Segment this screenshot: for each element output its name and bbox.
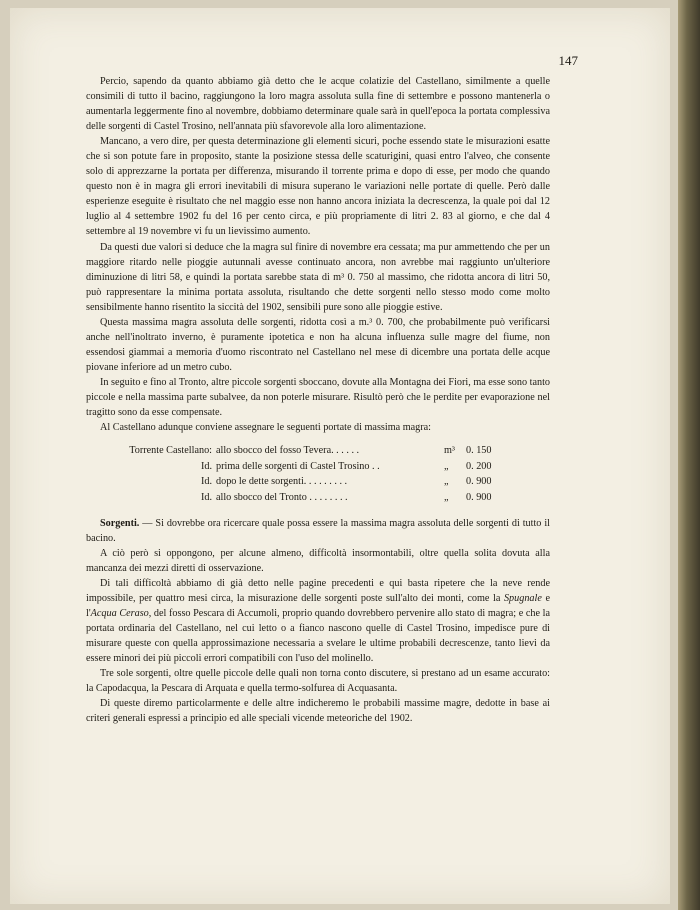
paragraph-text: e l' <box>86 592 550 619</box>
table-place: Torrente Castellano: <box>129 445 212 457</box>
section-text: — Si dovrebbe ora ricercare quale possa essere la massima magra assoluta delle sorgenti di tutto il bacino. <box>86 517 550 544</box>
table-place: Id. <box>200 491 212 503</box>
table-value: 0. 200 <box>466 460 492 472</box>
table-unit: „ <box>444 460 449 472</box>
table-row <box>86 459 550 475</box>
paragraph <box>86 576 550 666</box>
paragraph: A ciò però si oppongono, per alcune almeno, difficoltà insormontabili, oltre quella solita dovuta alla mancanza dei mezzi diretti di osservazione. <box>86 547 550 574</box>
discharge-table <box>86 443 550 505</box>
table-row <box>86 443 550 459</box>
paragraph: In seguito e fino al Tronto, altre piccole sorgenti sboccano, dovute alla Montagna dei Fiori, ma esse sono tanto piccole e nella massima parte subalvee, da non poterle misurare. Risultò però che le perdite per evaporazione nel tragitto sono da esse compensate. <box>86 376 550 419</box>
table-row <box>86 490 550 506</box>
table-description: allo sbocco del Tronto . . . . . . . . <box>216 491 348 503</box>
paragraph: Al Castellano adunque conviene assegnare le seguenti portate di massima magra: <box>100 422 431 434</box>
paragraph: Da questi due valori si deduce che la magra sul finire di novembre era cessata; ma pur ammettendo che per un maggiore ritardo nelle pioggie autunnali avesse continuato ancora, non avrebbe mai raggiunto un'ulteriore diminuzione di litri 58, e quindi la portata sarebbe stata di m³ 0. 750 al massimo, che ridotta ancora di litri 50, può rappresentare la minima portata assoluta, risultando che dette sorgenti nello stesso modo come molto sensibilmente hanno risentito la siccità del 1902, sensibili pure sono alle pioggie estive. <box>86 241 550 313</box>
paragraph: Percio, sapendo da quanto abbiamo già detto che le acque colatizie del Castellano, similmente a quelle consimili di tutto il bacino, raggiungono la loro magra assoluta sulla fine di settembre e possono mantenerla o aumentarla leggermente fino al novembre, dobbiamo determinare quale sarà in quell'epoca la portata complessiva delle sorgenti di Castel Trosino, nell'annata più sfavorevole alla loro alimentazione. <box>86 76 550 133</box>
table-description: allo sbocco del fosso Tevera. . . . . . <box>216 445 360 457</box>
table-value: 0. 900 <box>466 476 492 488</box>
table-description: dopo le dette sorgenti. . . . . . . . . <box>216 476 348 488</box>
document-page <box>10 8 670 904</box>
section-paragraph <box>86 516 550 546</box>
book-spine-edge <box>678 0 700 910</box>
table-description: prima delle sorgenti di Castel Trosino . . <box>216 460 380 472</box>
table-unit: „ <box>444 491 449 503</box>
table-place: Id. <box>200 476 212 488</box>
paragraph: Di queste diremo particolarmente e delle altre indicheremo le probabili massime magre, dedotte in base ai criteri generali espressi a principio ed alle speciali vicende meteoriche del 1902. <box>86 698 550 725</box>
paragraph-text: , del fosso Pescara di Accumoli, proprio quando dovrebbero pervenire allo stato di magra; e che la portata ordinaria del Castellano, nel cui letto o a fianco nascono quelle di Castel Trosino, impedisce pure di misurare queste con quella approssimazione necessaria a svelare le ultime probabili decrescenze, tanto lievi da essere minori dei più piccoli errori compatibili con l'uso del molinello. <box>86 607 550 664</box>
paragraph: Questa massima magra assoluta delle sorgenti, ridotta così a m.³ 0. 700, che probabilmente può verificarsi anche nell'inoltrato inverno, è puramente ipotetica e non ha alcuna influenza sulle magre del fiume, non essendosi giammai a memoria d'uomo riscontrato nel Castellano nel mese di dicembre una portata delle acque piovane inferiore ad un metro cubo. <box>86 316 550 373</box>
section-title: Sorgenti. <box>100 517 140 529</box>
italic-spring-name: Acqua Ceraso <box>90 607 149 619</box>
table-place: Id. <box>200 460 212 472</box>
paragraph: Mancano, a vero dire, per questa determinazione gli elementi sicuri, poche essendo state le misurazioni esatte che si son potute fare in proposito, stante la posizione stessa delle scaturigini, quasi entro l'alveo, che consente solo di apprezzarne la portata per differenza, misurando il torrente prima e dopo di esse, per modo che quando questo non è in magra gli errori inevitabili di misura superano le variazioni nelle portate di quelle. Però dalle esperienze eseguite è risultato che nel maggio esse non hanno ancora iniziata la decrescenza, la quale poi dal 12 luglio al 4 settembre 1902 fu del 16 per cento circa, e più propriamente di litri 2. 83 al giorno, e che dal 4 settembre al 19 novembre vi fu un lievissimo aumento. <box>86 136 550 238</box>
paragraph: Tre sole sorgenti, oltre quelle piccole delle quali non torna conto discutere, si prestano ad un esame accurato: la Capodacqua, la Pescara di Arquata e quella termo-solfurea di Acquasanta. <box>86 667 550 695</box>
page-body <box>86 74 550 726</box>
table-row <box>86 474 550 490</box>
paragraph-text: Di tali difficoltà abbiamo di già detto nelle pagine precedenti e qui basta ripetere che la neve rende impossibile, per quattro mesi circa, la misurazione delle sorgenti poste sull'alto dei monti, come la <box>86 577 550 604</box>
table-value: 0. 900 <box>466 491 492 503</box>
table-value: 0. 150 <box>466 445 492 457</box>
page-number: 147 <box>558 53 578 68</box>
italic-spring-name: Spugnale <box>503 592 542 604</box>
table-unit: m³ <box>444 445 455 457</box>
table-unit: „ <box>444 476 449 488</box>
